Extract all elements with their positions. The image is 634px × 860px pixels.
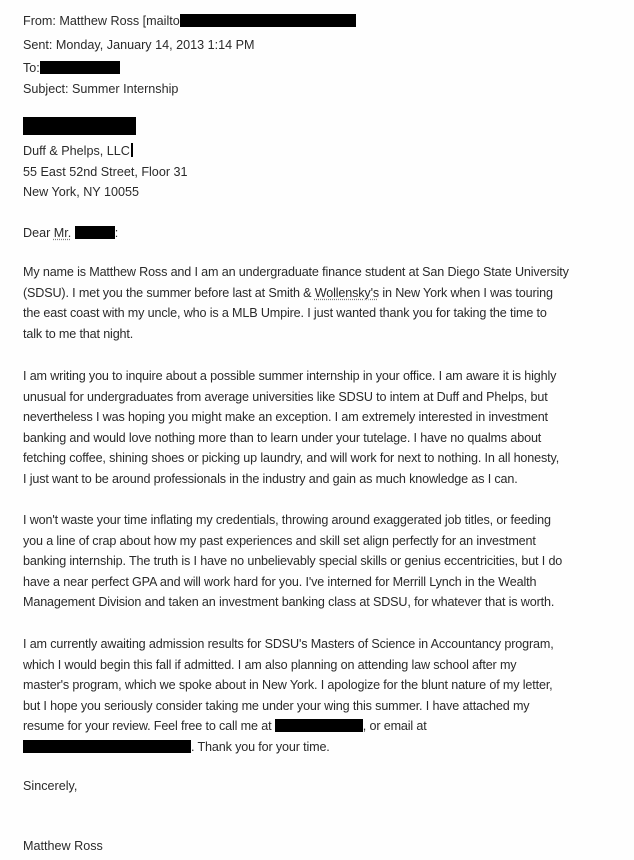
text-row: but I hope you seriously consider taking me under your wing this summer. I have attached my (23, 698, 530, 713)
text-row: banking internship. The truth is I have no unbelievably special skills or genius eccentricities, but I do (23, 554, 563, 569)
street-line (23, 162, 188, 182)
text-row: I just want to be around professionals in the industry and gain as much knowledge as I can. (23, 471, 518, 486)
street-address: 55 East 52nd Street, Floor 31 (23, 165, 188, 179)
redacted-phone (275, 719, 363, 732)
salutation (23, 223, 118, 243)
text-row: master's program, which we spoke about in New York. I apologize for the blunt nature of my letter, (23, 678, 553, 693)
redacted-recipient (40, 61, 120, 74)
sent-value: Monday, January 14, 2013 1:14 PM (55, 38, 255, 52)
city-line (23, 182, 139, 202)
text-row: Management Division and taken an investment banking class at SDSU, for whatever that is worth. (23, 595, 555, 610)
valediction-text: Sincerely, (23, 779, 78, 793)
text-row: have a near perfect GPA and will work hard for you. I've interned for Merrill Lynch in the Wealth (23, 574, 537, 589)
text-segment: in New York when I was touring (382, 285, 553, 300)
paragraph-introduction (23, 262, 634, 344)
paragraph-plans (23, 634, 634, 758)
text-segment: , or email at (362, 719, 427, 734)
from-value: Matthew Ross [mailto (59, 14, 180, 28)
salutation-title: Mr. (53, 226, 72, 240)
city-state-zip: New York, NY 10055 (23, 185, 139, 199)
paragraph-inquiry (23, 366, 634, 490)
text-segment: resume for your review. Feel free to call me at (23, 719, 275, 734)
company-name: Duff & Phelps, LLC (23, 144, 130, 158)
text-segment: . Thank you for your time. (191, 739, 330, 754)
text-row: talk to me that night. (23, 326, 134, 341)
redacted-recipient-name (23, 117, 136, 135)
text-row (23, 716, 634, 737)
salutation-suffix: : (114, 226, 119, 240)
text-cursor (131, 143, 133, 157)
misspelled-word: Wollensky's (314, 285, 379, 300)
text-row: fetching coffee, shining shoes or picking up laundry, and will work for next to nothing. In all honesty, (23, 451, 560, 466)
redacted-surname (75, 226, 115, 239)
recipient-name-line (23, 117, 136, 137)
redacted-email-address (23, 740, 191, 753)
signature (23, 836, 103, 856)
text-row: nevertheless I was hoping you might make an exception. I am extremely interested in investment (23, 410, 548, 425)
text-row (23, 737, 634, 758)
text-row: I am currently awaiting admission results for SDSU's Masters of Science in Accountancy program, (23, 637, 554, 651)
text-row: banking and would love nothing more than to learn under your tutelage. I have no qualms about (23, 430, 542, 445)
subject-label: Subject: (23, 82, 69, 96)
text-row: I won't waste your time inflating my credentials, throwing around exaggerated job titles, or feeding (23, 513, 551, 527)
text-row: unusual for undergraduates from average universities like SDSU to intem at Duff and Phelps, but (23, 389, 548, 404)
sent-line (23, 35, 255, 55)
subject-value: Summer Internship (72, 82, 179, 96)
text-row: My name is Matthew Ross and I am an undergraduate finance student at San Diego State University (23, 265, 569, 279)
to-line (23, 58, 120, 78)
sent-label: Sent: (23, 38, 53, 52)
text-row: which I would begin this fall if admitted. I am also planning on attending law school after my (23, 657, 517, 672)
text-row: you a line of crap about how my past experiences and skill set align perfectly for an investment (23, 533, 536, 548)
salutation-prefix: Dear (23, 226, 51, 240)
from-label: From: (23, 14, 56, 28)
text-row: the east coast with my uncle, who is a MLB Umpire. I just wanted thank you for taking the time to (23, 306, 547, 321)
valediction (23, 776, 77, 796)
text-row (23, 283, 634, 304)
signature-name: Matthew Ross (23, 839, 103, 853)
company-line (23, 141, 133, 161)
from-line (23, 11, 356, 31)
paragraph-credentials (23, 510, 634, 613)
to-label: To: (23, 61, 40, 75)
subject-line (23, 79, 178, 99)
redacted-email (180, 14, 356, 27)
text-row: I am writing you to inquire about a possible summer internship in your office. I am aware it is highly (23, 369, 557, 383)
text-segment: (SDSU). I met you the summer before last at Smith & (23, 285, 315, 300)
